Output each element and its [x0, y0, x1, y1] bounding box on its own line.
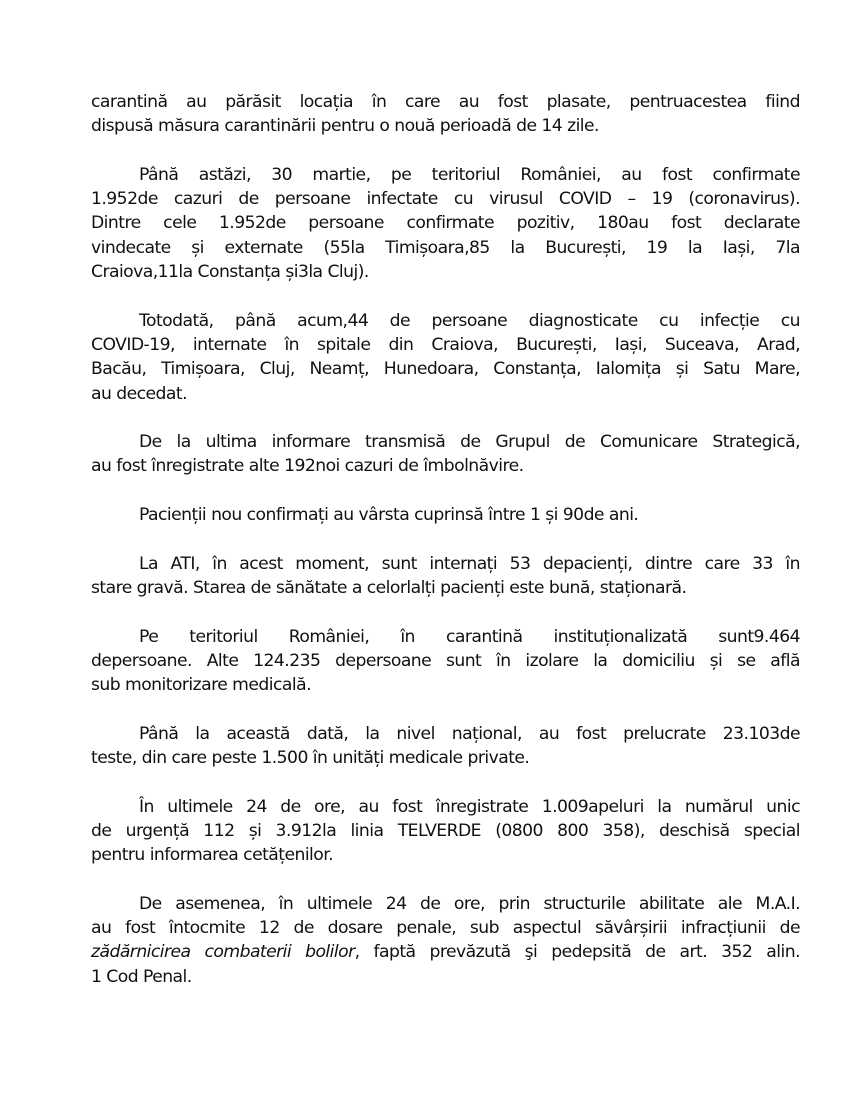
text-line: pentru informarea cetățenilor. — [91, 845, 334, 866]
text-line: depersoane. Alte 124.235 depersoane sunt în izolare la domiciliu și se află — [91, 650, 800, 671]
text-line: 1.952de cazuri de persoane infectate cu virusul COVID – 19 (coronavirus). — [91, 189, 800, 210]
paragraph-carantina-izolare — [91, 625, 800, 698]
paragraph-carantina-intro — [91, 90, 800, 139]
text-fragment: , faptă prevăzută şi pedepsită de art. 352 alin. — [354, 942, 800, 963]
italic-offense-name: zădărnicirea combaterii bolilor — [91, 942, 355, 963]
text-line: stare gravă. Starea de sănătate a celorlalți pacienți este bună, staționară. — [91, 577, 687, 598]
text-line: au fost întocmite 12 de dosare penale, sub aspectul săvârșirii infracțiunii de — [91, 918, 800, 939]
text-line: Dintre cele 1.952de persoane confirmate pozitiv, 180au fost declarate — [91, 213, 800, 234]
paragraph-cazuri-confirmate — [91, 163, 800, 284]
paragraph-varsta — [91, 503, 800, 527]
text-line: carantină au părăsit locația în care au fost plasate, pentruacestea fiind — [91, 92, 800, 112]
text-line: Pacienții nou confirmați au vârsta cuprinsă între 1 și 90de ani. — [139, 505, 639, 526]
text-line: COVID-19, internate în spitale din Craiova, București, Iași, Suceava, Arad, — [91, 334, 800, 355]
document-page — [91, 90, 800, 989]
text-line: dispusă măsura carantinării pentru o nouă perioadă de 14 zile. — [91, 116, 599, 137]
paragraph-ati — [91, 552, 800, 601]
text-line-mixed — [91, 940, 800, 964]
text-line: 1 Cod Penal. — [91, 966, 192, 987]
paragraph-teste — [91, 722, 800, 771]
text-line: au fost înregistrate alte 192noi cazuri de îmbolnăvire. — [91, 456, 524, 477]
text-line: teste, din care peste 1.500 în unități medicale private. — [91, 748, 530, 769]
text-line: vindecate și externate (55la Timișoara,85 la București, 19 la Iași, 7la — [91, 237, 800, 258]
text-line: Totodată, până acum,44 de persoane diagnosticate cu infecție cu — [139, 310, 800, 331]
text-line: de urgență 112 și 3.912la linia TELVERDE (0800 800 358), deschisă special — [91, 820, 800, 841]
text-line: sub monitorizare medicală. — [91, 675, 311, 696]
text-line: La ATI, în acest moment, sunt internați 53 depacienți, dintre care 33 în — [139, 553, 800, 574]
paragraph-dosare-penale — [91, 892, 800, 989]
text-line: În ultimele 24 de ore, au fost înregistrate 1.009apeluri la numărul unic — [139, 796, 800, 817]
text-line: au decedat. — [91, 383, 187, 404]
text-line: De asemenea, în ultimele 24 de ore, prin structurile abilitate ale M.A.I. — [139, 893, 800, 914]
paragraph-apeluri — [91, 795, 800, 868]
text-line: De la ultima informare transmisă de Grupul de Comunicare Strategică, — [139, 432, 800, 453]
text-line: Bacău, Timișoara, Cluj, Neamț, Hunedoara, Constanța, Ialomița și Satu Mare, — [91, 359, 800, 380]
text-line: Până la această dată, la nivel național, au fost prelucrate 23.103de — [139, 723, 800, 744]
text-line: Pe teritoriul României, în carantină instituționalizată sunt9.464 — [139, 626, 800, 647]
paragraph-decese — [91, 309, 800, 406]
paragraph-cazuri-noi — [91, 430, 800, 479]
text-line: Craiova,11la Constanța și3la Cluj). — [91, 262, 369, 283]
text-line: Până astăzi, 30 martie, pe teritoriul României, au fost confirmate — [139, 164, 800, 185]
